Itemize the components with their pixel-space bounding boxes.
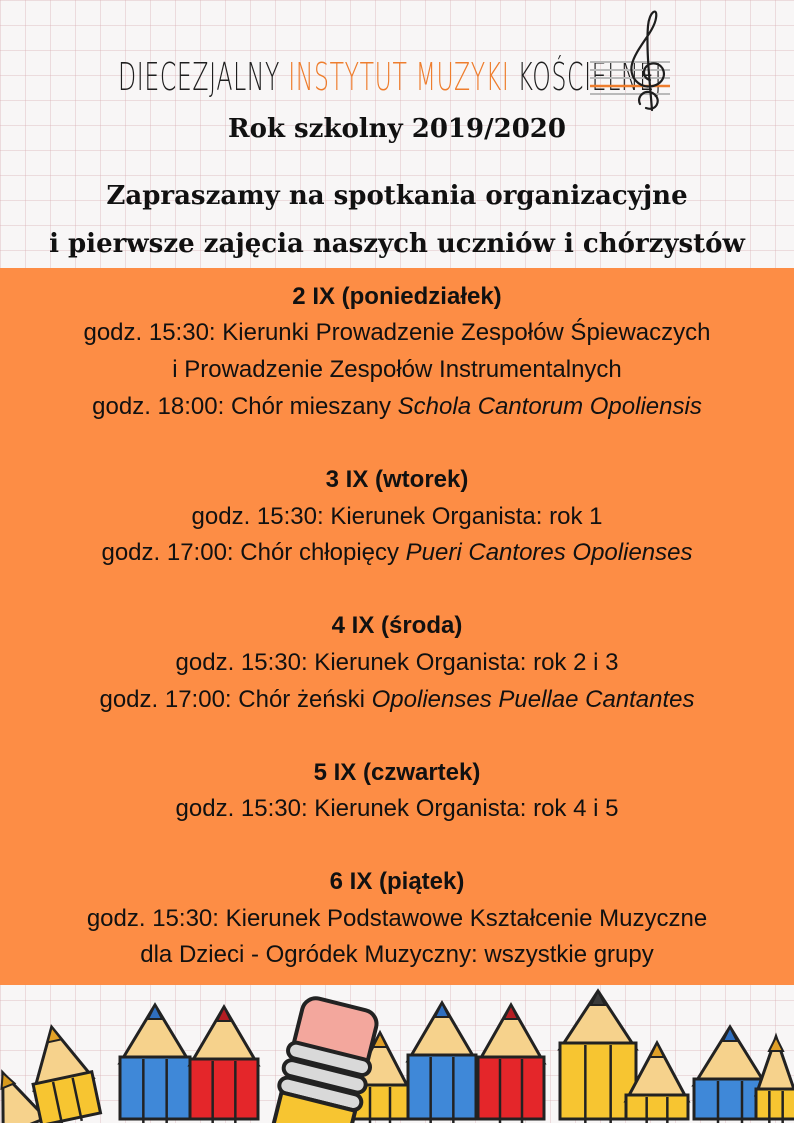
line-text: godz. 17:00: Chór żeński [99,686,372,713]
schedule-line: i Prowadzenie Zespołów Instrumentalnych [172,356,622,383]
schedule-line [0,389,794,426]
logo-word-diecezjalny: DIECEZJALNY [118,55,281,99]
schedule-line [0,535,794,572]
pencil-shape [756,1037,794,1123]
schedule-line: godz. 15:30: Kierunek Organista: rok 4 i 5 [175,795,619,822]
schedule-line: godz. 15:30: Kierunki Prowadzenie Zespołów Śpiewaczych [83,319,711,346]
institute-logo [118,52,663,102]
day-heading: 5 IX (czwartek) [313,759,481,786]
pencil-shape [120,1005,190,1123]
line-text: godz. 17:00: Chór chłopięcy [101,539,406,566]
logo-word-koscielnej: KOŚCIELNEJ [517,55,663,99]
treble-clef-icon [586,4,676,116]
choir-name: Opolienses Puellae Cantantes [371,686,695,713]
day-heading: 3 IX (wtorek) [325,466,469,493]
schedule-line: godz. 15:30: Kierunek Organista: rok 1 [191,503,603,530]
choir-name: Pueri Cantores Opolienses [405,539,693,566]
schedule-line [0,682,794,719]
schedule-line: godz. 15:30: Kierunek Podstawowe Kształcenie Muzyczne [86,905,708,932]
day-heading: 4 IX (środa) [331,612,463,639]
day-heading: 6 IX (piątek) [329,868,465,895]
line-text: godz. 18:00: Chór mieszany [92,393,398,420]
logo-word-instytut-muzyki: INSTYTUT MUZYKI [288,55,510,99]
schedule-line: dla Dzieci - Ogródek Muzyczny: wszystkie grupy [140,941,654,968]
invitation-line-1: Zapraszamy na spotkania organizacyjne [106,181,688,211]
schedule-line: godz. 15:30: Kierunek Organista: rok 2 i 3 [175,649,619,676]
header [0,0,794,268]
pencil-shape [190,1007,258,1123]
pencils-icon [0,985,794,1123]
pencil-shape [408,1003,476,1123]
school-year-title: Rok szkolny 2019/2020 [228,114,566,144]
schedule-panel [0,268,794,985]
invitation-line-2: i pierwsze zajęcia naszych uczniów i chórzystów [49,229,745,259]
pencil-shape [478,1005,544,1123]
day-heading: 2 IX (poniedziałek) [292,283,502,310]
choir-name: Schola Cantorum Opoliensis [397,393,702,420]
